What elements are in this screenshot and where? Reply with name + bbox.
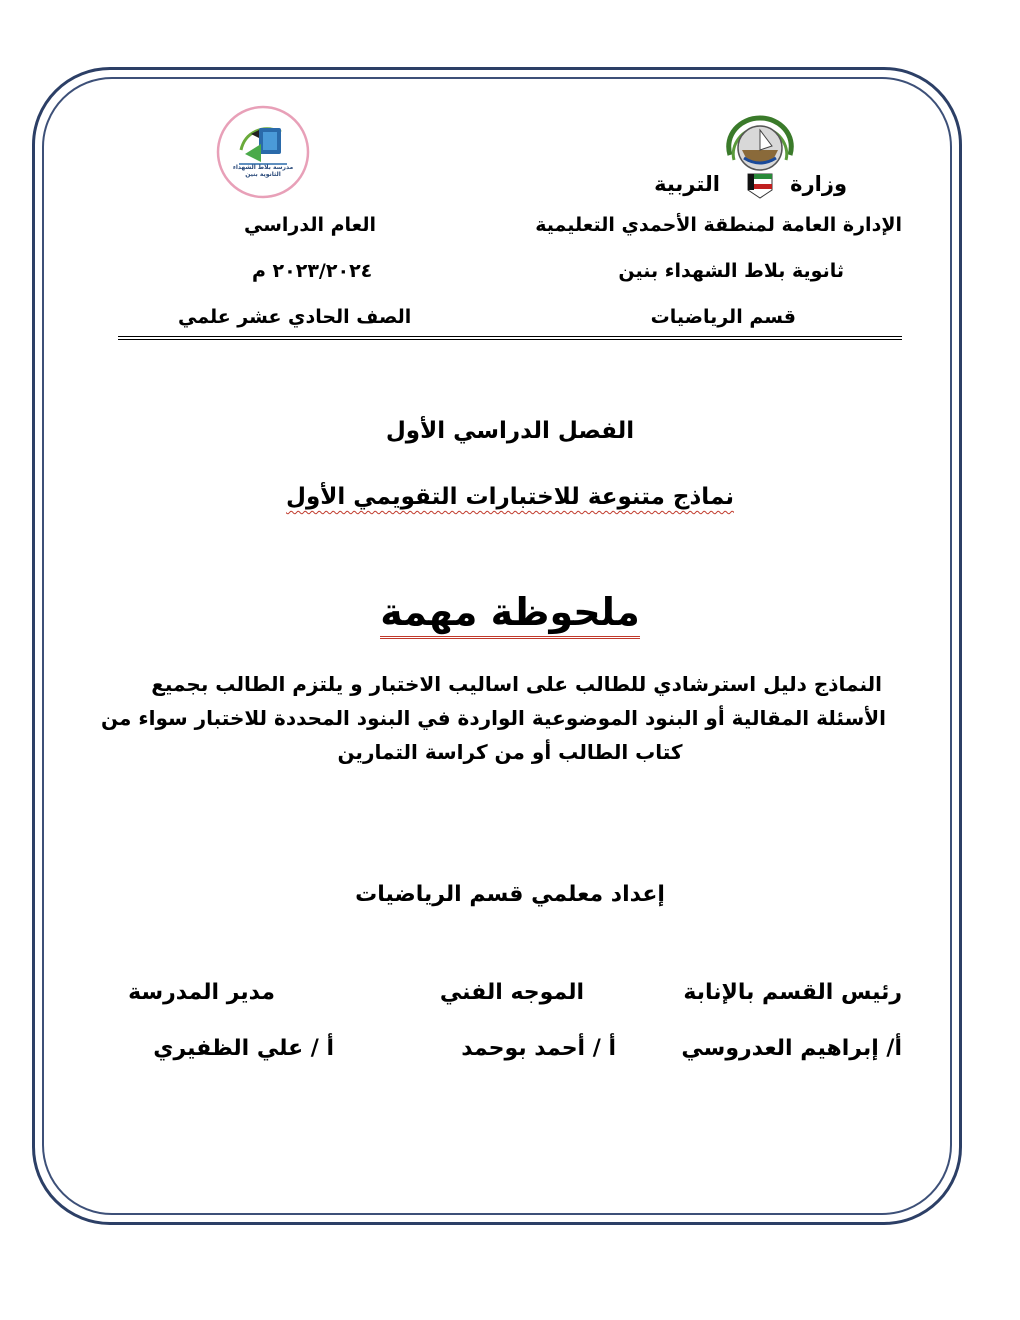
grade-level: الصف الحادي عشر علمي: [178, 306, 412, 328]
signature-role-supervisor: الموجه الفني: [439, 980, 584, 1005]
signature-name-head: أ/ إبراهيم العدروسي: [681, 1036, 902, 1061]
department-name: قسم الرياضيات: [650, 306, 796, 328]
note-line-1: النماذج دليل استرشادي للطالب على اساليب الاختبار و يلتزم الطالب بجميع: [151, 672, 882, 696]
ministry-label-right: التربية: [654, 172, 720, 196]
signature-name-principal: أ / علي الظفيري: [153, 1036, 334, 1061]
signature-role-head: رئيس القسم بالإنابة: [683, 980, 902, 1005]
school-logo-text: مدرسة بلاط الشهداء الثانوية بنين: [232, 164, 294, 178]
school-name: ثانوية بلاط الشهداء بنين: [618, 260, 844, 282]
school-logo-icon: [215, 104, 311, 200]
exam-subtitle-text: نماذج متنوعة للاختبارات التقويمي الأول: [286, 484, 734, 510]
header-divider: [118, 336, 902, 340]
note-line-3: كتاب الطالب أو من كراسة التمارين: [337, 740, 683, 764]
ministry-label-left: وزارة: [790, 172, 847, 196]
district-name: الإدارة العامة لمنطقة الأحمدي التعليمية: [535, 214, 902, 236]
exam-subtitle: [0, 484, 1020, 510]
note-line-2: الأسئلة المقالية أو البنود الموضوعية الواردة في البنود المحددة للاختبار سواء من: [101, 706, 886, 730]
academic-year-value: ٢٠٢٣/٢٠٢٤ م: [252, 260, 373, 282]
ministry-emblem-icon: [720, 110, 800, 202]
signature-name-supervisor: أ / أحمد بوحمد: [461, 1036, 616, 1061]
note-heading-text: ملحوظة مهمة: [380, 590, 639, 639]
prepared-by: إعداد معلمي قسم الرياضيات: [355, 882, 665, 907]
academic-year-label: العام الدراسي: [244, 214, 377, 236]
term-title: الفصل الدراسي الأول: [385, 418, 635, 444]
signature-role-principal: مدير المدرسة: [128, 980, 275, 1005]
note-heading: [0, 590, 1020, 634]
